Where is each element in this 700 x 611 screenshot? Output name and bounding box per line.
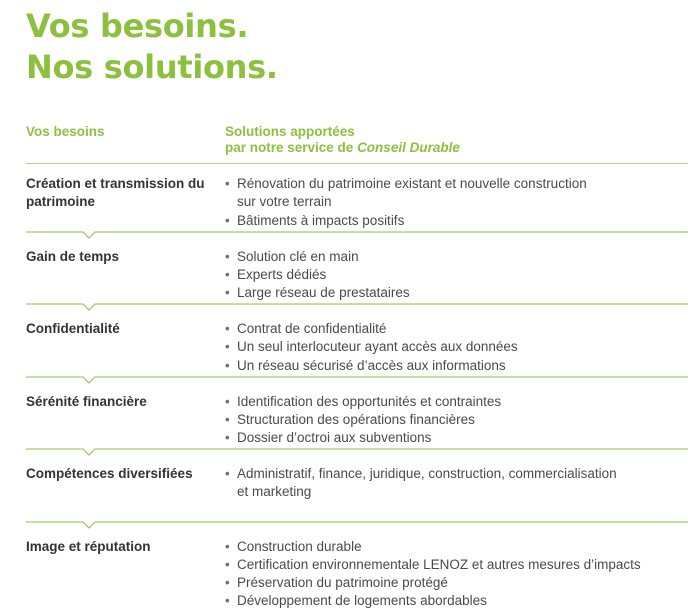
row-divider xyxy=(26,521,688,533)
page-headline xyxy=(26,6,278,88)
need-label: Confidentialité xyxy=(26,321,120,336)
headline-line-2: Nos solutions. xyxy=(26,48,278,86)
bullet-icon: • xyxy=(225,430,230,446)
divider-notch-icon xyxy=(26,231,688,243)
solution-text: Contrat de confidentialité xyxy=(237,321,387,336)
solutions-list xyxy=(225,320,695,375)
divider-notch-icon xyxy=(26,521,688,533)
solution-text: Solution clé en main xyxy=(237,248,359,264)
solution-item xyxy=(225,429,695,447)
solution-text: Identification des opportunités et contraintes xyxy=(237,393,502,409)
solution-item xyxy=(225,193,695,211)
need-label: Compétences diversifiées xyxy=(26,466,193,481)
solution-item xyxy=(225,320,695,338)
bullet-icon: • xyxy=(225,411,230,427)
solutions-header-prefix: par notre service de xyxy=(225,140,358,155)
solutions-header-emphasis: Conseil Durable xyxy=(357,140,460,155)
solution-item xyxy=(225,338,695,356)
solution-text: Bâtiments à impacts positifs xyxy=(237,212,405,228)
solution-text: Dossier d’octroi aux subventions xyxy=(237,430,432,446)
solution-text: Administratif, finance, juridique, construction, commercialisation xyxy=(237,466,617,481)
solution-item xyxy=(225,592,695,610)
solution-text: Certification environnementale LENOZ et autres mesures d’impacts xyxy=(237,556,641,572)
table-row xyxy=(0,320,700,393)
solution-item xyxy=(225,556,695,574)
table-row xyxy=(0,248,700,321)
solution-text: Préservation du patrimoine protégé xyxy=(237,575,448,591)
solution-text: Structuration des opérations financières xyxy=(237,411,475,427)
solution-item xyxy=(225,266,695,284)
solutions-list xyxy=(225,393,695,448)
solution-item xyxy=(225,411,695,429)
solutions-list xyxy=(225,248,695,303)
needs-solutions-table xyxy=(0,175,700,609)
solutions-header-line-1: Solutions apportées xyxy=(225,124,355,139)
solution-item xyxy=(225,538,695,556)
bullet-icon: • xyxy=(225,212,230,228)
solution-text: et marketing xyxy=(237,484,312,500)
solutions-list xyxy=(225,175,695,230)
bullet-icon: • xyxy=(225,176,230,191)
divider-notch-icon xyxy=(26,303,688,315)
bullet-icon: • xyxy=(225,248,230,264)
need-label: Gain de temps xyxy=(26,248,120,264)
solutions-header-line-2 xyxy=(225,140,460,156)
solution-text: Construction durable xyxy=(237,538,362,554)
bullet-icon: • xyxy=(225,538,230,554)
row-divider xyxy=(26,303,688,315)
headline-line-1: Vos besoins. xyxy=(26,7,249,45)
bullet-icon: • xyxy=(225,357,230,373)
solutions-list xyxy=(225,465,695,502)
table-row xyxy=(0,393,700,466)
table-row xyxy=(0,175,700,248)
divider-notch-icon xyxy=(26,448,688,460)
bullet-icon: • xyxy=(225,593,230,609)
solution-text: Un réseau sécurisé d’accès aux informations xyxy=(237,357,506,373)
solution-item xyxy=(225,483,695,501)
solution-item xyxy=(225,284,695,302)
need-label: Création et transmission du patrimoine xyxy=(26,176,205,209)
row-divider xyxy=(26,231,688,243)
bullet-icon: • xyxy=(225,575,230,591)
solution-item xyxy=(225,574,695,592)
solution-text: sur votre terrain xyxy=(237,194,332,210)
bullet-icon: • xyxy=(225,393,230,409)
header-divider xyxy=(26,163,688,164)
needs-column-header: Vos besoins xyxy=(26,124,105,139)
solution-item xyxy=(225,175,695,193)
row-divider xyxy=(26,376,688,388)
need-label: Sérénité financière xyxy=(26,393,147,409)
bullet-icon: • xyxy=(225,556,230,572)
solution-item xyxy=(225,357,695,375)
bullet-icon: • xyxy=(225,321,230,336)
bullet-icon: • xyxy=(225,285,230,301)
solution-text: Rénovation du patrimoine existant et nouvelle construction xyxy=(237,176,587,191)
solution-text: Développement de logements abordables xyxy=(237,593,487,609)
row-divider xyxy=(26,448,688,460)
solution-item xyxy=(225,393,695,411)
solutions-column-header xyxy=(225,124,460,156)
divider-notch-icon xyxy=(26,376,688,388)
solution-text: Un seul interlocuteur ayant accès aux données xyxy=(237,339,518,355)
solution-item xyxy=(225,465,695,483)
table-row xyxy=(0,465,700,538)
solution-item xyxy=(225,212,695,230)
solution-text: Experts dédiés xyxy=(237,266,327,282)
bullet-icon: • xyxy=(225,466,230,481)
bullet-icon: • xyxy=(225,266,230,282)
solution-text: Large réseau de prestataires xyxy=(237,285,410,301)
solution-item xyxy=(225,248,695,266)
need-label: Image et réputation xyxy=(26,538,151,554)
bullet-icon: • xyxy=(225,339,230,355)
